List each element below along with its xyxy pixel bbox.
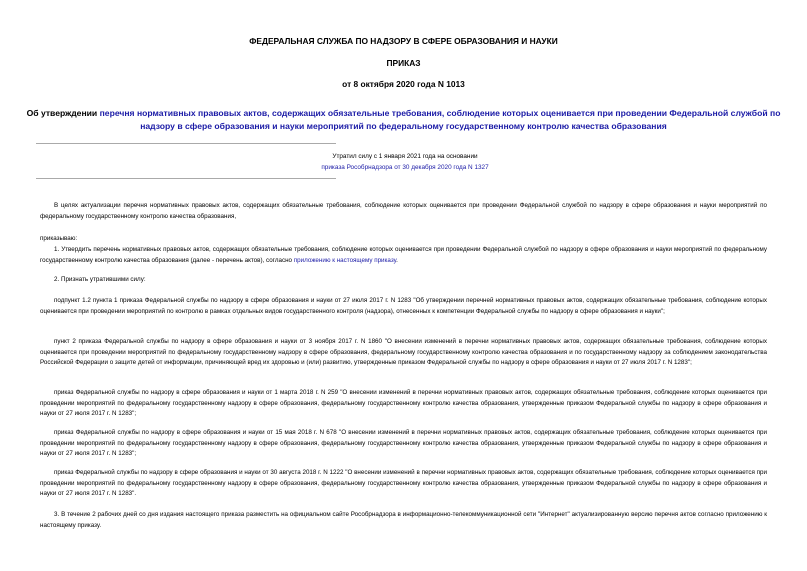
repealed-item-1: подпункт 1.2 пункта 1 приказа Федеральной службы по надзору в сфере образования и науки от 27 июля 2017 г. N 1283 "Об утверждении перечней нормативных правовых актов, содержащих обязательные требования, соблюдение которых оценивается при проведении мероприятий по контролю в рамках отдельных видов государственного контроля (надзора), отнесенных к компетенции Федеральной службы по надзору в сфере образования и науки"; <box>40 297 767 315</box>
title-link[interactable]: перечня нормативных правовых актов, содержащих обязательные требования, соблюдение которых оценивается при проведении Федеральной службой по надзору в сфере образования и науки мероприятий по федеральному государственному контролю качества образования <box>99 108 781 131</box>
intro-paragraph: В целях актуализации перечня нормативных правовых актов, содержащих обязательные требования, соблюдение которых оценивается при проведении Федеральной службой по надзору в сфере образования и науки мероприятий по федеральному государственному контролю качества образования, <box>40 202 767 220</box>
document-date-number: от 8 октября 2020 года N 1013 <box>342 79 465 89</box>
divider-top <box>36 143 336 144</box>
status-note <box>180 151 630 173</box>
status-note-text: Утратил силу с 1 января 2021 года на основании <box>332 153 478 160</box>
item-2: 2. Признать утратившими силу: <box>54 276 146 283</box>
orders-label: приказываю: <box>40 235 78 242</box>
title-prefix: Об утверждении <box>26 108 100 118</box>
item-3: 3. В течение 2 рабочих дней со дня издания настоящего приказа разместить на официальном сайте Рособрнадзора в информационно-телекоммуникационной сети "Интернет" актуализированную версию перечня актов согласно приложению к настоящему приказу. <box>40 511 767 529</box>
item-1-end: . <box>396 256 398 264</box>
document-title <box>25 107 782 133</box>
repealed-item-3: приказ Федеральной службы по надзору в сфере образования и науки от 1 марта 2018 г. N 259 "О внесении изменений в перечни нормативных правовых актов, содержащих обязательные требования, соблюдение которых оценивается при проведении мероприятий по федеральному государственному надзору в сфере образования, федеральному государственному контролю качества образования, утвержденные приказом Федеральной службы по надзору в сфере образования и науки от 27 июля 2017 г. N 1283"; <box>40 389 767 417</box>
repealed-item-5: приказ Федеральной службы по надзору в сфере образования и науки от 30 августа 2018 г. N 1222 "О внесении изменений в перечни нормативных правовых актов, содержащих обязательные требования, соблюдение которых оценивается при проведении мероприятий по федеральному государственному надзору в сфере образования, федеральному государственному контролю качества образования, утвержденные приказом Федеральной службы по надзору в сфере образования и науки от 27 июля 2017 г. N 1283". <box>40 469 767 497</box>
item-1-text: 1. Утвердить перечень нормативных правовых актов, содержащих обязательные требования, соблюдение которых оценивается при проведении Федеральной службой по надзору в сфере образования и науки мероприятий по федеральному государственному контролю качества образования (далее - перечень актов), согласно <box>40 246 767 264</box>
divider-bottom <box>36 178 336 179</box>
agency-name: ФЕДЕРАЛЬНАЯ СЛУЖБА ПО НАДЗОРУ В СФЕРЕ ОБРАЗОВАНИЯ И НАУКИ <box>249 36 558 46</box>
repealed-item-4: приказ Федеральной службы по надзору в сфере образования и науки от 15 мая 2018 г. N 678 "О внесении изменений в перечни нормативных правовых актов, содержащих обязательные требования, соблюдение которых оценивается при проведении мероприятий по федеральному государственному надзору в сфере образования, федеральному государственному контролю качества образования, утвержденные приказом Федеральной службы по надзору в сфере образования и науки от 27 июля 2017 г. N 1283"; <box>40 429 767 457</box>
document-type: ПРИКАЗ <box>386 58 421 68</box>
status-note-link[interactable]: приказа Рособрнадзора от 30 декабря 2020 года N 1327 <box>321 164 489 171</box>
appendix-link[interactable]: приложению к настоящему приказу <box>293 256 397 264</box>
item-1 <box>40 245 767 266</box>
repealed-item-2: пункт 2 приказа Федеральной службы по надзору в сфере образования и науки от 3 ноября 2017 г. N 1860 "О внесении изменений в перечни нормативных правовых актов, содержащих обязательные требования, соблюдение которых оценивается при проведении мероприятий по федеральному государственному надзору в сфере образования, федеральному государственному контролю качества образования и по государственному надзору за соблюдением законодательства Российской Федерации о защите детей от информации, причиняющей вред их здоровью и (или) развитию, утвержденные приказом Федеральной службы по надзору в сфере образования и науки от 27 июля 2017 г. N 1283"; <box>40 338 767 366</box>
